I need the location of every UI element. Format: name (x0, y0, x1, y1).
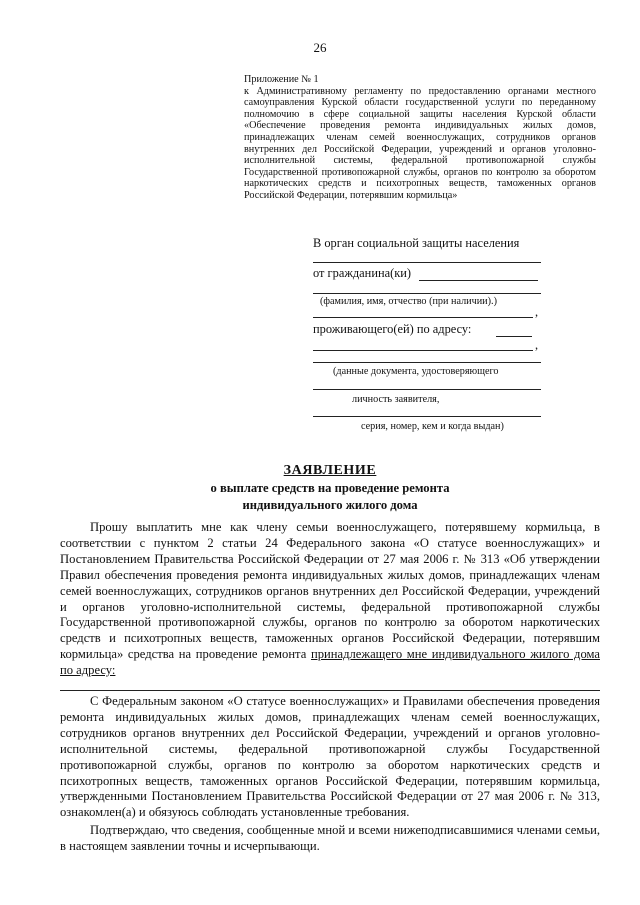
name-hint: (фамилия, имя, отчество (при наличии).) (320, 296, 497, 307)
document-title: ЗАЯВЛЕНИЕ (283, 463, 377, 478)
appendix-heading: Приложение № 1 (244, 74, 319, 85)
paragraph-request-text: Прошу выплатить мне как члену семьи военнослужащего, потерявшему кормильца, в соответствии с пунктом 2 статьи 24 Федерального закона «О статусе военнослужащих» и Постановлением Правительства Российской Федерации от 27 мая 2006 г. № 313 «Об утверждении Правил обеспечения проведения ремонта индивидуальных жилых домов, принадлежащих членам семей военнослужащих, сотрудников органов внутренних дел Российской Федерации, учреждений и органов уголовно-исполнительной системы, федеральной противопожарной службы Государственной противопожарной службы, органов по контролю за оборотом наркотических средств и психотропных веществ, таможенных органов Российской Федерации, потерявшим кормильца» средства на проведение ремонта (60, 520, 600, 662)
paragraph-acknowledgement: С Федеральным законом «О статусе военнослужащих» и Правилами обеспечения проведения ремонта индивидуальных жилых домов, принадлежащих членам семей военнослужащих, сотрудников органов внутренних дел Российской Федерации, учреждений и органов уголовно-исполнительной системы, федеральной противопожарной службы Государственной противопожарной службы, органов по контролю за оборотом наркотических средств и психотропных веществ, таможенных органов Российской Федерации, потерявшим кормильца, утвержденными Постановлением Правительства Российской Федерации от 27 мая 2006 г. № 313, ознакомлен(а) и обязуюсь соблюдать установленные требования. (60, 694, 600, 820)
document-hint-3: серия, номер, кем и когда выдан) (361, 421, 504, 432)
appendix-note (244, 74, 596, 202)
document-subtitle-2: индивидуального жилого дома (242, 497, 418, 512)
document-hint-2: личность заявителя, (352, 394, 440, 405)
title-block (60, 462, 600, 513)
addressee-line (313, 262, 541, 263)
address-line (496, 336, 532, 337)
document-subtitle-1: о выплате средств на проведение ремонта (210, 481, 450, 495)
address-fill-line (60, 690, 600, 691)
appendix-text: к Административному регламенту по предоставлению органами местного самоуправления Курской области государственной услуги по переданному полномочию в сфере социальной защиты населения Курской области «Обеспечение проведения ремонта индивидуальных жилых домов, принадлежащих членам семей военнослужащих, сотрудников органов внутренних дел Российской Федерации, учреждений и органов уголовно-исполнительной системы, федеральной противопожарной службы Государственной противопожарной службы, органов по контролю за оборотом наркотических средств и психотропных веществ, таможенных органов Российской Федерации, потерявшим кормильца» (244, 85, 596, 201)
document-line-3 (313, 416, 541, 417)
paragraph-request (60, 520, 600, 679)
addressee-to: В орган социальной защиты населения (313, 236, 520, 250)
name-line-3 (313, 317, 533, 318)
comma-1: , (535, 305, 539, 319)
paragraph-request-end: принадлежащего мне индивидуального жилого дома по адресу: (60, 647, 600, 678)
from-label: от гражданина(ки) (313, 266, 411, 280)
name-line-2 (313, 293, 541, 294)
name-line (419, 280, 538, 281)
document-line-2 (313, 389, 541, 390)
comma-2: , (535, 338, 539, 352)
document-hint-1: (данные документа, удостоверяющего (333, 366, 499, 377)
document-line (313, 362, 541, 363)
address-line-2 (313, 350, 533, 351)
paragraph-confirmation: Подтверждаю, что сведения, сообщенные мной и всеми нижеподписавшимися членами семьи, в настоящем заявлении точны и исчерпывающи. (60, 823, 600, 853)
address-label: проживающего(ей) по адресу: (313, 322, 472, 336)
page-number: 26 (313, 40, 327, 55)
